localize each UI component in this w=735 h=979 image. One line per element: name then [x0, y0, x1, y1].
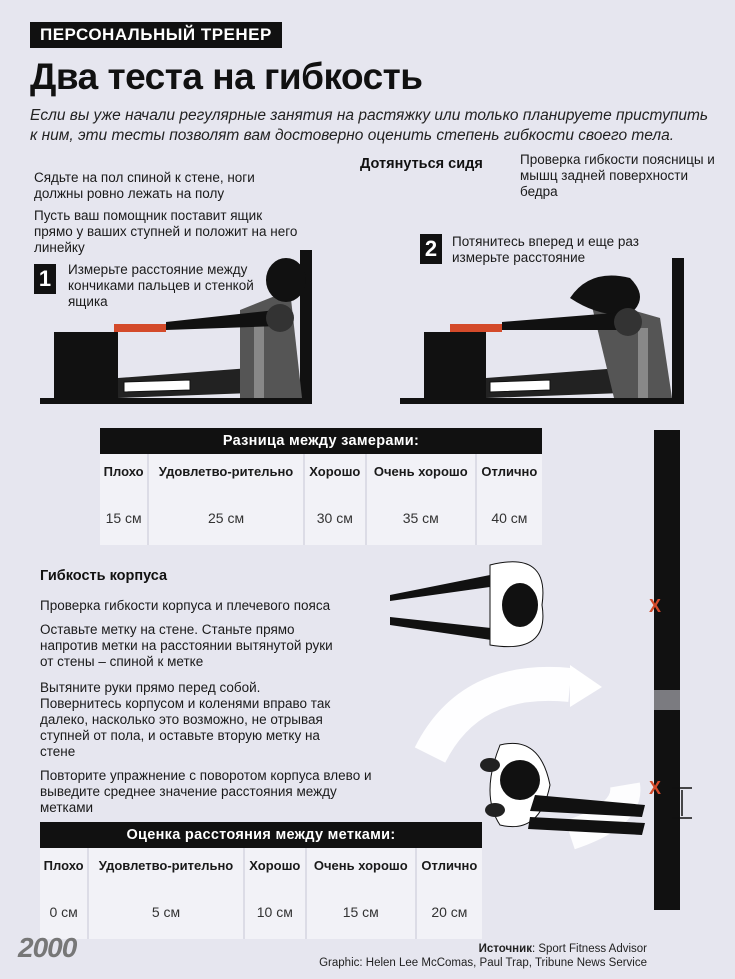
- publication-logo: 2000: [18, 932, 77, 963]
- table-header: Оценка расстояния между метками:: [40, 822, 482, 848]
- source-value: : Sport Fitness Advisor: [531, 943, 647, 955]
- rating-label: Удовлетво-рительно: [148, 454, 304, 509]
- rating-label: Хорошо: [244, 848, 306, 903]
- rating-value: 15 см: [306, 903, 416, 939]
- rating-label: Отлично: [476, 454, 542, 509]
- rating-label: Очень хорошо: [306, 848, 416, 903]
- step-2-number: 2: [420, 234, 442, 264]
- rating-value: 25 см: [148, 509, 304, 545]
- rating-label: Плохо: [100, 454, 148, 509]
- test1-intro-2: Пусть ваш помощник поставит ящик прямо у ваших ступней и положит на него линейку: [34, 208, 298, 255]
- source-credit: [319, 942, 647, 970]
- test2-p1: Проверка гибкости корпуса и плечевого пояса: [40, 598, 331, 613]
- wall-mark-1: X: [649, 596, 662, 616]
- score-table-sit-reach: [100, 428, 542, 545]
- step-1-text: Измерьте расстояние между кончиками пальцев и стенкой ящика: [68, 262, 254, 309]
- test2-p3: Вытяните руки прямо перед собой. Повернитесь корпусом и коленями вправо так далеко, насколько это возможно, не отрывая ступней от пола, и оставьте вторую метку на стене: [40, 680, 331, 759]
- rating-value: 5 см: [88, 903, 244, 939]
- rating-value: 30 см: [304, 509, 366, 545]
- rating-label: Удовлетво-рительно: [88, 848, 244, 903]
- rating-label: Плохо: [40, 848, 88, 903]
- page-title: Два теста на гибкость: [30, 56, 423, 97]
- section-badge: ПЕРСОНАЛЬНЫЙ ТРЕНЕР: [30, 22, 282, 48]
- test2-p4: Повторите упражнение с поворотом корпуса влево и выведите среднее значение расстояния между метками: [40, 768, 372, 815]
- test2-title: Гибкость корпуса: [40, 568, 168, 584]
- rating-label: Хорошо: [304, 454, 366, 509]
- sit-reach-illustration-1: [40, 250, 330, 410]
- rating-label: Очень хорошо: [366, 454, 476, 509]
- test1-intro-1: Сядьте на пол спиной к стене, ноги должны ровно лежать на полу: [34, 170, 255, 201]
- test1-title: Дотянуться сидя: [360, 156, 483, 172]
- source-label: Источник: [478, 943, 532, 955]
- table-header: Разница между замерами:: [100, 428, 542, 454]
- rating-value: 40 см: [476, 509, 542, 545]
- test1-subtitle: Проверка гибкости поясницы и мышц задней поверхности бедра: [520, 152, 715, 199]
- rating-label: Отлично: [416, 848, 482, 903]
- rating-value: 20 см: [416, 903, 482, 939]
- step-2-text: Потянитесь вперед и еще раз измерьте расстояние: [452, 234, 639, 265]
- score-table-torso: [40, 822, 482, 939]
- rating-value: 35 см: [366, 509, 476, 545]
- graphic-credit: Graphic: Helen Lee McComas, Paul Trap, Tribune News Service: [319, 957, 647, 969]
- wall-strip-illustration: [650, 430, 710, 910]
- step-1-number: 1: [34, 264, 56, 294]
- rating-value: 10 см: [244, 903, 306, 939]
- rating-value: 15 см: [100, 509, 148, 545]
- wall-mark-2: X: [649, 778, 662, 798]
- sit-reach-illustration-2: [400, 258, 700, 408]
- test2-p2: Оставьте метку на стене. Станьте прямо напротив метки на расстоянии вытянутой руки от стены – спиной к метке: [40, 622, 333, 669]
- rating-value: 0 см: [40, 903, 88, 939]
- intro-text: Если вы уже начали регулярные занятия на растяжку или только планируете приступить к ним, эти тесты позволят вам достоверно оценить степень гибкости своего тела.: [30, 107, 709, 144]
